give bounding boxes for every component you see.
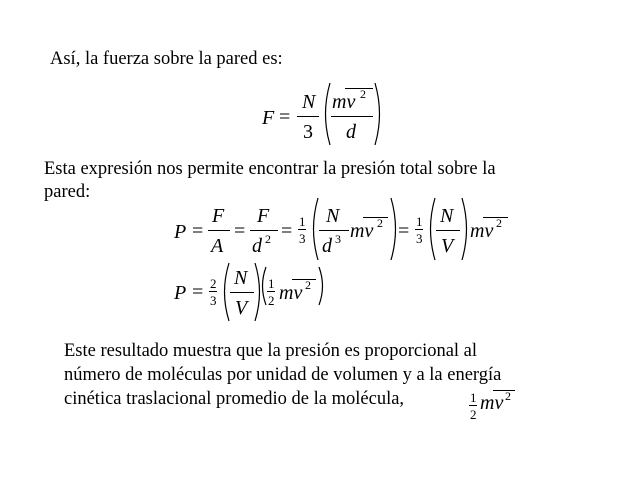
paragraph-line: Este resultado muestra que la presión es proporcional al [64, 341, 478, 361]
paragraph-line: número de moléculas por unidad de volumen y a la energía [64, 365, 502, 385]
paragraph-line: pared: [44, 182, 91, 202]
eq2-c1-den: 3 [299, 231, 306, 246]
eq2-f3-exp: 3 [335, 232, 341, 246]
eq1-equals: = [279, 106, 291, 128]
eq3-c-num: 2 [210, 276, 217, 291]
eq2-f4-den: V [441, 235, 454, 257]
eq3-lhs: P [174, 282, 187, 304]
eq4-mv: mv [480, 392, 504, 414]
intro-text: Así, la fuerza sobre la pared es: [50, 49, 283, 69]
eq4-overline [493, 390, 515, 391]
eq4-h-den: 2 [470, 407, 477, 422]
eq2-mv2-exp: 2 [496, 216, 502, 230]
eq3-c-den: 3 [210, 293, 217, 308]
eq1-overline [345, 88, 373, 89]
eq1-num: N [302, 91, 316, 113]
eq2-mv-exp: 2 [377, 216, 383, 230]
eq1-inner-den: d [346, 121, 356, 143]
eq2-f4-num: N [440, 205, 454, 227]
eq2-equals: = [398, 220, 410, 242]
eq2-f1-bar [208, 230, 230, 231]
eq1-inner-num: mv [332, 91, 356, 113]
eq1-inner-exp: 2 [360, 87, 366, 101]
eq1-den: 3 [303, 121, 313, 143]
eq1-frac-bar [297, 116, 319, 117]
eq2-f3-num: N [326, 205, 340, 227]
eq2-equals: = [234, 220, 246, 242]
eq3-f-num: N [234, 267, 248, 289]
eq1-lhs: F [262, 107, 275, 129]
paragraph-line: cinética traslacional promedio de la molécula, [64, 389, 405, 409]
eq4-mv-exp: 2 [505, 389, 511, 403]
eq2-c1-num: 1 [299, 214, 306, 229]
eq2-overline [363, 217, 388, 218]
eq2-f2-exp: 2 [265, 232, 271, 246]
eq2-equals: = [281, 220, 293, 242]
eq2-f3-den: d [322, 235, 332, 257]
eq2-f1-num: F [212, 205, 225, 227]
left-paren-icon [320, 82, 332, 146]
eq3-h-den: 2 [268, 293, 275, 308]
eq2-mv: mv [350, 220, 374, 242]
eq3-overline [292, 279, 316, 280]
eq2-mv2: mv [470, 220, 494, 242]
eq3-f-den: V [235, 297, 248, 319]
eq3-f-bar [230, 292, 254, 293]
eq3-equals: = [192, 281, 204, 303]
eq2-f2-den: d [252, 235, 262, 257]
eq2-c2-bar [415, 229, 423, 230]
right-paren-icon [317, 266, 327, 306]
eq3-h-bar [267, 291, 275, 292]
eq2-f2-num: F [257, 205, 270, 227]
left-paren-icon [425, 197, 437, 261]
eq4-h-bar [469, 405, 477, 406]
eq2-f3-bar [319, 230, 349, 231]
eq2-f2-bar [250, 230, 278, 231]
eq2-c1-bar [298, 229, 306, 230]
eq3-c-bar [209, 291, 217, 292]
eq3-mv-exp: 2 [305, 278, 311, 292]
eq2-c2-num: 1 [416, 214, 423, 229]
eq2-f1-den: A [211, 235, 224, 257]
eq2-equals: = [192, 220, 204, 242]
paragraph-line: Esta expresión nos permite encontrar la presión total sobre la [44, 159, 496, 179]
eq2-c2-den: 3 [416, 231, 423, 246]
eq3-h-num: 1 [268, 276, 275, 291]
eq2-f4-bar [436, 230, 460, 231]
right-paren-icon [373, 82, 385, 146]
left-paren-icon [258, 266, 268, 306]
eq2-lhs: P [174, 221, 187, 243]
eq4-h-num: 1 [470, 390, 477, 405]
left-paren-icon [308, 197, 320, 261]
eq1-inner-bar [331, 116, 373, 117]
eq3-mv: mv [279, 282, 303, 304]
